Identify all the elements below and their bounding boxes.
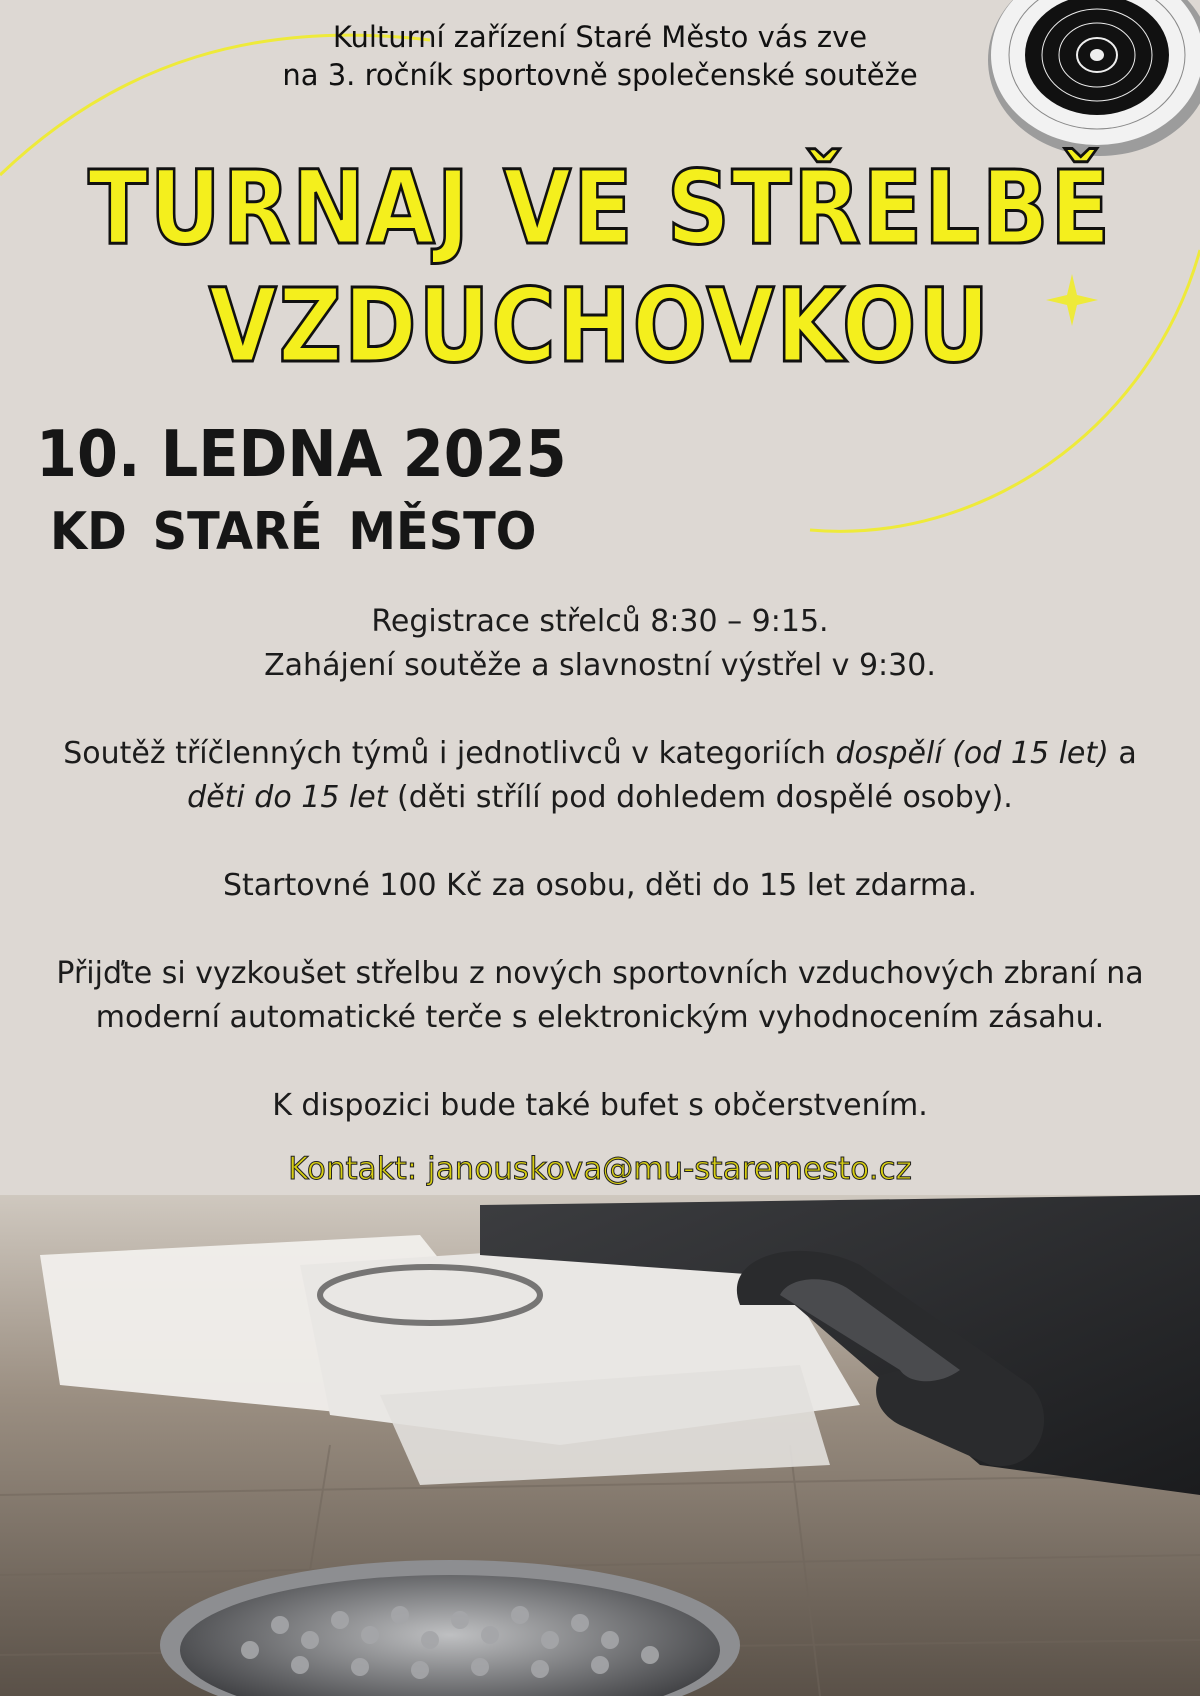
- air-rifle-photo: [0, 1195, 1200, 1696]
- schedule-registration: Registrace střelců 8:30 – 9:15.: [371, 604, 829, 639]
- event-title-line-2: VZDUCHOVKOU: [208, 267, 992, 386]
- event-title-line-1: TURNAJ VE STŘELBĚ: [88, 149, 1112, 268]
- invitation-line-2: na 3. ročník sportovně společenské soutěže: [282, 58, 918, 92]
- categories-text-2: a: [1108, 736, 1137, 771]
- buffet-info: K dispozici bude také bufet s občerstvením.: [272, 1088, 928, 1123]
- event-date: 10. LEDNA 2025: [36, 418, 567, 492]
- shooting-target-icon: [985, 0, 1200, 165]
- categories-line-1: [20, 732, 1180, 776]
- event-title: [84, 150, 1116, 386]
- categories-text-1: Soutěž tříčlenných týmů i jednotlivců v kategoriích: [63, 736, 836, 771]
- schedule-opening: Zahájení soutěže a slavnostní výstřel v 9:30.: [264, 648, 936, 683]
- schedule: [20, 600, 1180, 688]
- categories: [20, 732, 1180, 820]
- entry-fee: [20, 864, 1180, 908]
- try-shooting-line-2: moderní automatické terče s elektronickým vyhodnocením zásahu.: [95, 1000, 1105, 1035]
- category-children: děti do 15 let: [187, 780, 388, 815]
- categories-line-2: [20, 776, 1180, 820]
- try-shooting: [20, 952, 1180, 1040]
- entry-fee-text: Startovné 100 Kč za osobu, děti do 15 let zdarma.: [222, 868, 978, 903]
- invitation-line-1: Kulturní zařízení Staré Město vás zve: [332, 20, 868, 54]
- event-details: [20, 600, 1180, 1128]
- try-shooting-line-1: Přijďte si vyzkoušet střelbu z nových sportovních vzduchových zbraní na: [56, 956, 1144, 991]
- event-venue: KD STARÉ MĚSTO: [50, 502, 537, 562]
- contact-email[interactable]: Kontakt: janouskova@mu-staremesto.cz: [288, 1151, 912, 1187]
- category-adults: dospělí (od 15 let): [835, 736, 1109, 771]
- categories-text-3: (děti střílí pod dohledem dospělé osoby).: [387, 780, 1013, 815]
- invitation-text: [200, 18, 1000, 94]
